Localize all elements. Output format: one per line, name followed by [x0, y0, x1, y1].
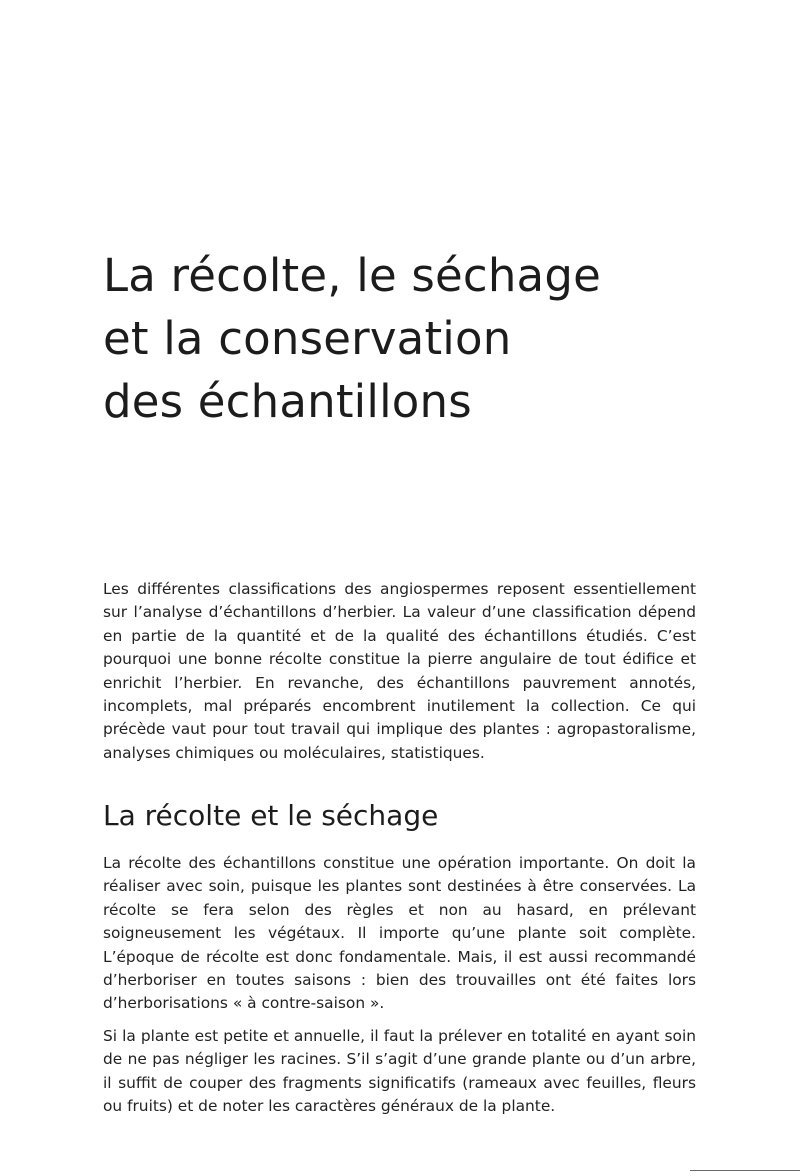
section-paragraph-2: Si la plante est petite et annuelle, il faut la prélever en totalité en ayant soin de ne pas négliger les racines. S’il s’agit d’une grande plante ou d’un arbre, il suffit de couper des fragments significatifs (rameaux avec feuilles, fleurs ou fruits) et de noter les caractères généraux de la plante.	[103, 1026, 696, 1116]
intro-paragraph: Les différentes classifications des angiospermes reposent essentiellement sur l’analyse d’échantillons d’herbier. La valeur d’une classification dépend en partie de la quantité et de la qualité des échantillons étudiés. C’est pourquoi une bonne récolte constitue la pierre angulaire de tout édifice et enrichit l’herbier. En revanche, des échantillons pauvrement annotés, incomplets, mal préparés encombrent inutilement la collection. Ce qui précède vaut pour tout travail qui implique des plantes : agropastoralisme, analyses chimiques ou moléculaires, statistiques.	[103, 580, 696, 762]
section-paragraph-1: La récolte des échantillons constitue une opération importante. On doit la réaliser avec soin, puisque les plantes sont destinées à être conservées. La récolte se fera selon des règles et non au hasard, en prélevant soigneusement les végétaux. Il importe qu’une plante soit complète. L’époque de récolte est donc fondamentale. Mais, il est aussi recommandé d’herboriser en toutes saisons : bien des trouvailles ont été faites lors d’herborisations « à contre-saison ».	[103, 854, 696, 1013]
section-body	[103, 852, 696, 1118]
section-heading: La récolte et le séchage	[103, 799, 439, 832]
intro-block	[103, 578, 696, 765]
chapter-title	[103, 244, 723, 433]
footer-rule	[690, 1170, 800, 1171]
chapter-title-line-3: des échantillons	[103, 375, 472, 428]
chapter-title-line-1: La récolte, le séchage	[103, 249, 601, 302]
chapter-title-line-2: et la conservation	[103, 312, 512, 365]
